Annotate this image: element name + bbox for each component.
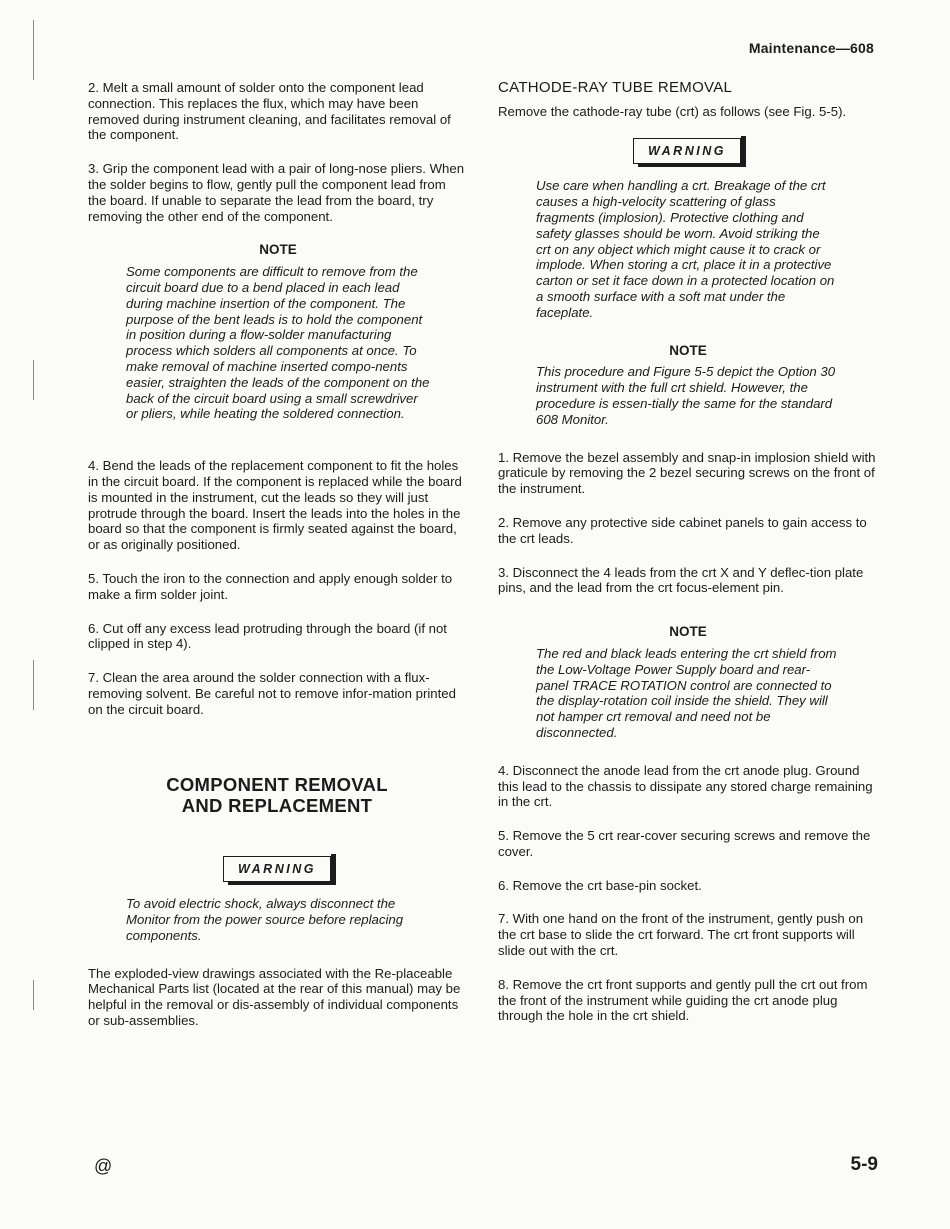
crt-step-8: 8. Remove the crt front supports and gently pull the crt out from the front of the instrument while guiding the crt anode plug through the hole in the crt shield.: [498, 976, 868, 1024]
crt-warning-body: Use care when handling a crt. Breakage of the crt causes a high-velocity scattering of glass fragments (implosion). Protective clothing and safety glasses should be worn. Avoid striking the crt on any object which might cause it to crack or implode. When storing a crt, place it in a protective carton or set it face down in a protected location on a smooth surface with a soft mat under the faceplate.: [536, 178, 835, 320]
section-title-line-2: AND REPLACEMENT: [181, 794, 373, 816]
step-4-paragraph: 4. Bend the leads of the replacement component to fit the holes in the circuit board. If the component is replaced while the board is mounted in the instrument, cut the leads so they will just protrude through the board. Insert the leads into the holes in the board so that the component is firmly seated against the board, or as originally positioned.: [88, 458, 462, 553]
crt-intro-paragraph: Remove the cathode-ray tube (crt) as follows (see Fig. 5-5).: [498, 103, 847, 119]
crt-step-1: 1. Remove the bezel assembly and snap-in implosion shield with graticule by removing the 2 bezel securing screws on the front of the instrument.: [498, 449, 876, 497]
page-number: 5-9: [850, 1154, 878, 1175]
binding-margin-line: [33, 980, 34, 1010]
note-block: [126, 242, 430, 422]
step-3-paragraph: 3. Grip the component lead with a pair of long-nose pliers. When the solder begins to flow, gently pull the component lead from the board. If unable to separate the lead from the board, try removing the other end of the component.: [88, 161, 465, 224]
warning-body: To avoid electric shock, always disconnect the Monitor from the power source before replacing components.: [126, 896, 404, 943]
crt-step-4: 4. Disconnect the anode lead from the crt anode plug. Ground this lead to the chassis to dissipate any stored charge remaining in the crt.: [498, 762, 873, 810]
note-body: Some components are difficult to remove from the circuit board due to a bend placed in each lead during machine insertion of the component. The purpose of the bent leads is to hold the component in position during a flow-solder manufacturing process which solders all components at once. To make removal of machine inserted compo-nents easier, straighten the leads of the component on the back of the circuit board using a small screwdriver or pliers, while heating the soldered connection.: [126, 264, 430, 422]
binding-margin-line: [33, 20, 34, 80]
crt-note-1-body: This procedure and Figure 5-5 depict the Option 30 instrument with the full crt shield. However, the procedure is essen-tially the same for the standard 608 Monitor.: [536, 364, 836, 427]
note-title: NOTE: [259, 242, 297, 258]
footer-mark: @: [94, 1156, 113, 1176]
step-5-paragraph: 5. Touch the iron to the connection and apply enough solder to make a firm solder joint.: [88, 570, 453, 602]
crt-step-7: 7. With one hand on the front of the instrument, gently push on the crt base to slide the crt forward. The crt front supports will slide out with the crt.: [498, 911, 864, 959]
crt-note-2-body: The red and black leads entering the crt shield from the Low-Voltage Power Supply board and rear-panel TRACE ROTATION control are connected to the display-rotation coil inside the shield. They will not hamper crt removal and need not be disconnected.: [536, 645, 837, 740]
crt-step-6: 6. Remove the crt base-pin socket.: [498, 877, 702, 893]
crt-warning-label-wrap: [498, 138, 876, 165]
crt-warning-label: WARNING: [633, 138, 741, 165]
crt-step-2: 2. Remove any protective side cabinet panels to gain access to the crt leads.: [498, 514, 867, 546]
crt-removal-heading: CATHODE-RAY TUBE REMOVAL: [498, 79, 733, 96]
binding-margin-line: [33, 660, 34, 710]
exploded-view-paragraph: The exploded-view drawings associated with the Re-placeable Mechanical Parts list (located at the rear of this manual) may be helpful in the removal or dis-assembly of individual components or sub-assemblies.: [88, 965, 461, 1029]
step-7-paragraph: 7. Clean the area around the solder connection with a flux-removing solvent. Be careful not to remove infor-mation printed on the circuit board.: [88, 670, 456, 717]
left-column: [88, 80, 466, 1047]
crt-step-3: 3. Disconnect the 4 leads from the crt X and Y deflec-tion plate pins, and the lead from the crt focus-element pin.: [498, 564, 864, 596]
page-header-title: Maintenance—608: [748, 40, 874, 56]
warning-label-wrap: [88, 856, 466, 883]
section-title: [88, 774, 466, 816]
crt-note-1-title: NOTE: [669, 342, 707, 358]
crt-step-5: 5. Remove the 5 crt rear-cover securing screws and remove the cover.: [498, 828, 871, 859]
right-column: [498, 80, 876, 1042]
crt-note-1: [536, 343, 840, 428]
section-title-line-1: COMPONENT REMOVAL: [166, 773, 388, 795]
step-6-paragraph: 6. Cut off any excess lead protruding through the board (if not clipped in step 4).: [88, 620, 447, 652]
warning-label: WARNING: [223, 856, 331, 883]
crt-note-2: [536, 624, 840, 741]
step-2-paragraph: 2. Melt a small amount of solder onto the component lead connection. This replaces the flux, which may have been removed during instrument cleaning, and facilitates removal of the component.: [88, 80, 451, 143]
binding-margin-line: [33, 360, 34, 400]
crt-note-2-title: NOTE: [669, 624, 707, 640]
